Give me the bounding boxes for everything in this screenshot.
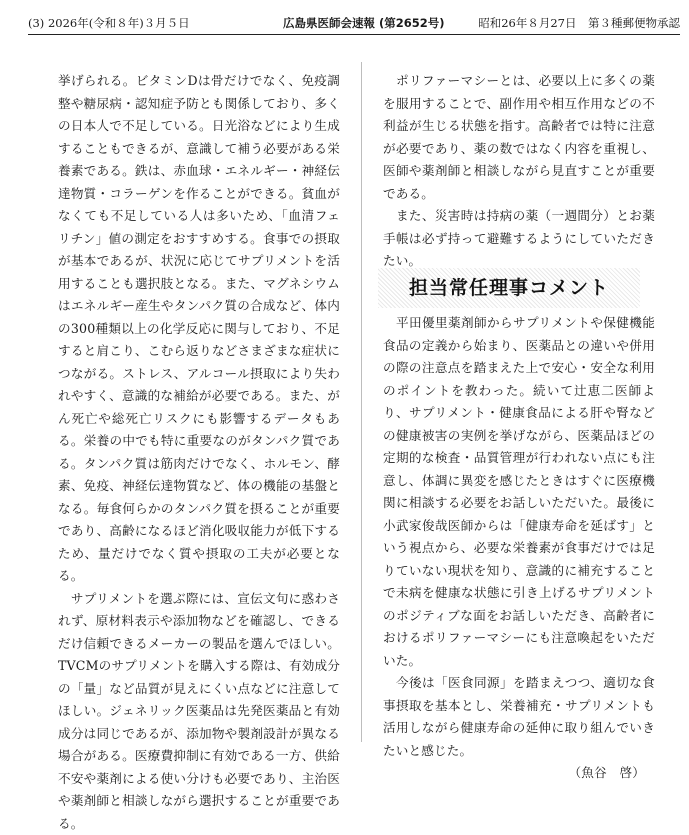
issue-date: (3) 2026年(令和８年)３月５日 [28, 12, 190, 34]
publication-title: 広島県医師会速報 (第2652号) [283, 12, 445, 34]
comment-banner [378, 268, 640, 308]
page-header [28, 12, 680, 35]
author-signature: （魚谷 啓） [383, 762, 655, 785]
paragraph: また、災害時は持病の薬（一週間分）とお薬手帳は必ず持って避難するようにしていただきたい。 [383, 205, 655, 273]
left-column [58, 70, 340, 835]
paragraph: ポリファーマシーとは、必要以上に多くの薬を服用することで、副作用や相互作用などの不利益が生じる状態を指す。高齢者では特に注意が必要であり、薬の数ではなく内容を重視し、医師や薬剤師と相談しながら見直すことが重要である。 [383, 70, 655, 205]
paragraph: 挙げられる。ビタミンDは骨だけでなく、免疫調整や糖尿病・認知症予防とも関係しており、多くの日本人で不足している。日光浴などにより生成することもできるが、意識して補う必要がある栄養素である。鉄は、赤血球・エネルギー・神経伝達物質・コラーゲンを作ることができる。貧血がなくても不足している人は多いため、「血清フェリチン」値の測定をおすすめする。食事での摂取が基本であるが、状況に応じてサプリメントを活用することも選択肢となる。また、マグネシウムはエネルギー産生やタンパク質の合成など、体内の300種類以上の化学反応に関与しており、不足すると肩こり、こむら返りなどさまざまな症状につながる。ストレス、アルコール摂取により失われやすく、意識的な補給が必要である。また、がん死亡や総死亡リスクにも影響するデータもある。栄養の中でも特に重要なのがタンパク質である。タンパク質は筋肉だけでなく、ホルモン、酵素、免疫、神経伝達物質など、体の機能の基盤となる。毎食何らかのタンパク質を摂ることが重要であり、高齢になるほど消化吸収能力が低下するため、量だけでなく質や摂取の工夫が必要となる。 [58, 70, 340, 588]
right-column-upper [383, 70, 655, 273]
paragraph: 平田優里薬剤師からサプリメントや保健機能食品の定義から始まり、医薬品との違いや併用の際の注意点を踏まえた上で安心・安全な利用のポイントを教わった。続いて辻恵二医師より、サプリメント・健康食品による肝や腎などの健康被害の実例を挙げながら、医薬品ほどの定期的な検査・品質管理が行われない点にも注意し、体調に異変を感じたときはすぐに医療機関に相談する必要をお話しいただいた。最後に小武家俊哉医師からは「健康寿命を延ばす」という視点から、必要な栄養素が食事だけでは足りていない現状を知り、意識的に補充することで未病を健康な状態に引き上げるサプリメントのポジティブな面をお話しいただき、高齢者におけるポリファーマシーにも注意喚起をいただいた。 [383, 312, 655, 672]
comment-heading: 担当常任理事コメント [378, 268, 640, 308]
column-divider [361, 62, 362, 742]
postal-approval: 昭和26年８月27日 第３種郵便物承認 [478, 12, 680, 34]
paragraph: 今後は「医食同源」を踏まえつつ、適切な食事摂取を基本とし、栄養補充・サプリメントも活用しながら健康寿命の延伸に取り組んでいきたいと感じた。 [383, 672, 655, 762]
paragraph: サプリメントを選ぶ際には、宣伝文句に惑わされず、原材料表示や添加物などを確認し、できるだけ信頼できるメーカーの製品を選んでほしい。TVCMのサプリメントを購入する際は、有効成分の「量」など品質が見えにくい点などに注意してほしい。ジェネリック医薬品は先発医薬品と有効成分は同じであるが、添加物や製剤設計が異なる場合がある。医療費抑制に有効である一方、供給不安や薬剤による使い分けも必要であり、主治医や薬剤師と相談しながら選択することが重要である。 [58, 588, 340, 835]
right-column-comment [383, 312, 655, 785]
